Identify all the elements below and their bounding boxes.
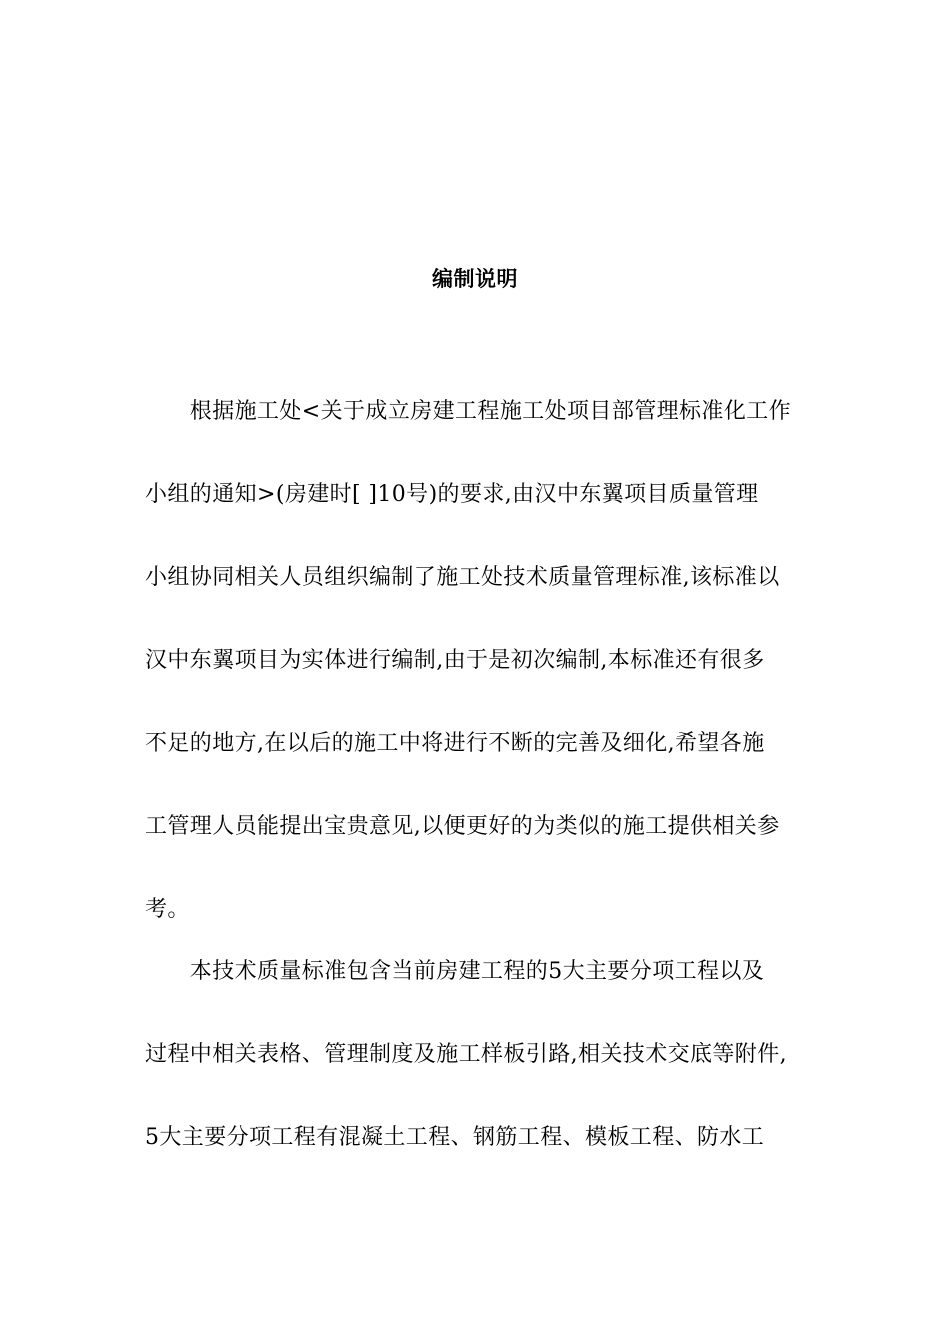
paragraph-line: 汉中东翼项目为实体进行编制,由于是初次编制,本标准还有很多	[145, 648, 765, 673]
paragraph-line: 根据施工处<关于成立房建工程施工处项目部管理标准化工作	[145, 399, 792, 424]
paragraph-line: 小组的通知>(房建时[ ]10号)的要求,由汉中东翼项目质量管理	[145, 482, 759, 507]
document-title: 编制说明	[432, 267, 518, 291]
paragraph-line: 本技术质量标准包含当前房建工程的5大主要分项工程以及	[145, 959, 765, 984]
paragraph-line: 不足的地方,在以后的施工中将进行不断的完善及细化,希望各施	[145, 731, 765, 756]
paragraph-line: 工管理人员能提出宝贵意见,以便更好的为类似的施工提供相关参	[145, 814, 780, 839]
paragraph-line: 5大主要分项工程有混凝土工程、钢筋工程、模板工程、防水工	[145, 1125, 765, 1150]
paragraph-line: 小组协同相关人员组织编制了施工处技术质量管理标准,该标准以	[145, 565, 780, 590]
paragraph-line: 考。	[145, 897, 190, 922]
paragraph-line: 过程中相关表格、管理制度及施工样板引路,相关技术交底等附件,	[145, 1042, 787, 1067]
